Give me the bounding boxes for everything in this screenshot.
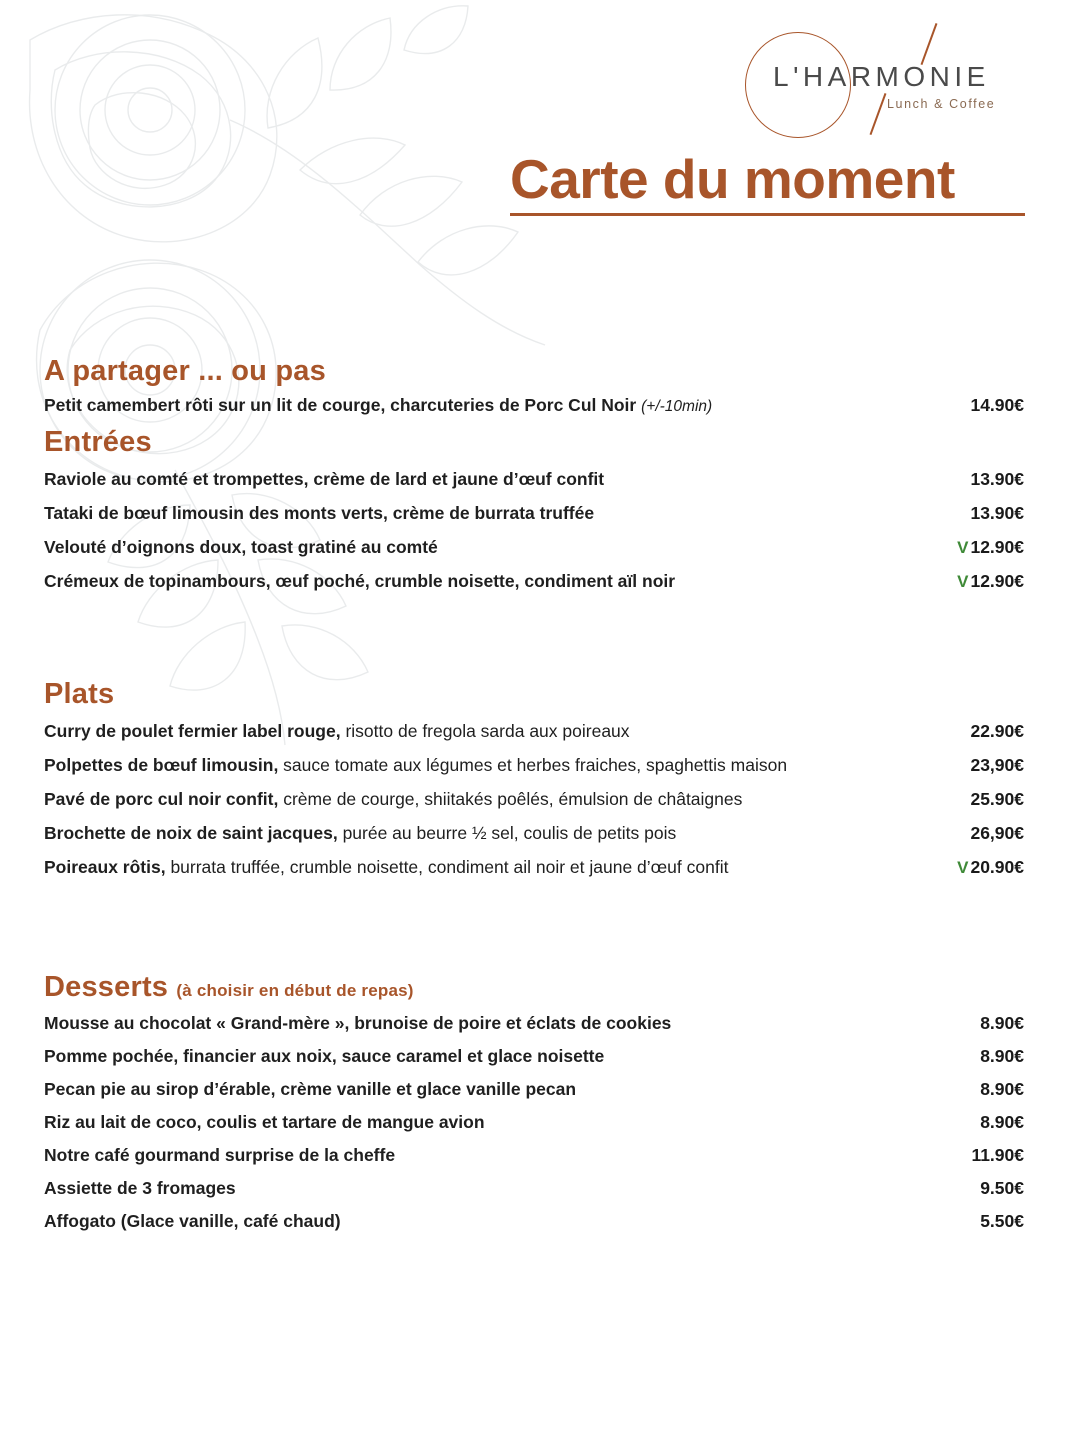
menu-item-price: 8.90€ bbox=[980, 1111, 1024, 1132]
menu-item bbox=[44, 1205, 1024, 1238]
menu-item-price: 13.90€ bbox=[970, 502, 1024, 523]
menu-item-price bbox=[908, 571, 1024, 593]
section-plats bbox=[44, 678, 1024, 884]
menu-item-name-strong: Raviole au comté et trompettes, crème de lard et jaune d’œuf confit bbox=[44, 468, 605, 489]
restaurant-logo bbox=[745, 18, 1035, 138]
section-spacer bbox=[44, 891, 1024, 971]
page-title: Carte du moment bbox=[510, 148, 955, 210]
menu-item-name bbox=[44, 1112, 908, 1134]
menu-item-name-light: crème de courge, shiitakés poêlés, émulsion de châtaignes bbox=[278, 789, 743, 810]
menu-item-name bbox=[44, 1079, 908, 1101]
menu-item-name-light: purée au beurre ½ sel, coulis de petits pois bbox=[337, 823, 677, 843]
menu-item-price: 23,90€ bbox=[970, 755, 1024, 776]
menu-item-price: 26,90€ bbox=[970, 823, 1024, 843]
section-heading bbox=[44, 971, 1024, 1004]
menu-item-name bbox=[44, 469, 908, 491]
menu-item bbox=[44, 1041, 1024, 1074]
menu-item bbox=[44, 749, 1024, 783]
menu-item bbox=[44, 715, 1024, 749]
menu-item-name bbox=[44, 721, 908, 743]
vegetarian-icon: V bbox=[957, 537, 969, 557]
menu-item-name-strong: Affogato (Glace vanille, café chaud) bbox=[44, 1210, 341, 1231]
menu-item-price: 8.90€ bbox=[980, 1013, 1024, 1034]
menu-item-price: 5.50€ bbox=[980, 1210, 1024, 1231]
menu-item-price: 14.90€ bbox=[970, 395, 1024, 415]
menu-item-name bbox=[44, 823, 908, 845]
price-value: 12.90€ bbox=[970, 536, 1024, 557]
section-heading-label: Desserts bbox=[44, 970, 169, 1003]
menu-item-name bbox=[44, 857, 908, 879]
menu-item-price: 25.90€ bbox=[970, 789, 1024, 810]
menu-item-name-strong: Riz au lait de coco, coulis et tartare de mangue avion bbox=[44, 1111, 485, 1132]
menu-item-name bbox=[44, 789, 908, 811]
menu-item-name-strong: Crémeux de topinambours, œuf poché, crumble noisette, condiment aïl noir bbox=[44, 570, 676, 591]
menu-item bbox=[44, 392, 1024, 420]
menu-item-name-strong: Brochette de noix de saint jacques, bbox=[44, 823, 338, 843]
logo-tagline: Lunch & Coffee bbox=[887, 97, 996, 111]
menu-item bbox=[44, 1074, 1024, 1107]
menu-item bbox=[44, 1106, 1024, 1139]
section-a-partager bbox=[44, 355, 1024, 420]
menu-item-name-strong: Velouté d’oignons doux, toast gratiné au comté bbox=[44, 536, 438, 557]
menu-item-name-strong: Assiette de 3 fromages bbox=[44, 1177, 236, 1198]
menu-item-name-strong: Tataki de bœuf limousin des monts verts, crème de burrata truffée bbox=[44, 502, 595, 523]
section-heading: Plats bbox=[44, 678, 115, 711]
menu-item-name bbox=[44, 395, 908, 417]
menu-item-price: 22.90€ bbox=[970, 721, 1024, 742]
menu-item-name bbox=[44, 503, 908, 525]
menu-item-name-strong: Curry de poulet fermier label rouge, bbox=[44, 721, 341, 742]
section-spacer bbox=[44, 604, 1024, 678]
menu-item bbox=[44, 531, 1024, 565]
menu-item-price: 11.90€ bbox=[971, 1144, 1024, 1165]
menu-content bbox=[44, 355, 1024, 1244]
menu-item bbox=[44, 851, 1024, 885]
menu-item bbox=[44, 783, 1024, 817]
section-heading-note: (à choisir en début de repas) bbox=[176, 980, 414, 1000]
menu-item-price bbox=[908, 857, 1024, 879]
price-value: 12.90€ bbox=[970, 570, 1024, 591]
title-underline bbox=[510, 213, 1025, 216]
menu-item-price: 8.90€ bbox=[980, 1046, 1024, 1067]
menu-item-name-light: burrata truffée, crumble noisette, condiment ail noir et jaune d’œuf confit bbox=[165, 856, 729, 877]
menu-item bbox=[44, 1008, 1024, 1041]
menu-item-name bbox=[44, 1211, 908, 1233]
menu-item bbox=[44, 1172, 1024, 1205]
menu-item-name-note: (+/-10min) bbox=[641, 398, 713, 415]
menu-item-name-strong: Petit camembert rôti sur un lit de courge, charcuteries de Porc Cul Noir bbox=[44, 395, 637, 415]
menu-item-name bbox=[44, 1178, 908, 1200]
menu-item bbox=[44, 497, 1024, 531]
menu-item-name-light: risotto de fregola sarda aux poireaux bbox=[340, 721, 630, 742]
section-desserts bbox=[44, 971, 1024, 1238]
menu-item bbox=[44, 1139, 1024, 1172]
menu-item-name-strong: Pomme pochée, financier aux noix, sauce caramel et glace noisette bbox=[44, 1046, 605, 1067]
menu-item-price bbox=[908, 537, 1024, 559]
menu-item-name bbox=[44, 1046, 908, 1068]
section-entrees bbox=[44, 426, 1024, 599]
menu-item bbox=[44, 817, 1024, 851]
menu-item-name-strong: Pecan pie au sirop d’érable, crème vanille et glace vanille pecan bbox=[44, 1079, 577, 1099]
menu-item-name-strong: Poireaux rôtis, bbox=[44, 856, 166, 877]
menu-item-name-strong: Mousse au chocolat « Grand-mère », brunoise de poire et éclats de cookies bbox=[44, 1013, 672, 1034]
menu-item-price: 9.50€ bbox=[980, 1177, 1024, 1198]
price-value: 20.90€ bbox=[970, 856, 1024, 877]
logo-slash-top-icon bbox=[921, 23, 938, 65]
menu-item-name-strong: Pavé de porc cul noir confit, bbox=[44, 789, 279, 810]
logo-brand-name: L'HARMONIE bbox=[773, 61, 990, 92]
menu-item bbox=[44, 463, 1024, 497]
menu-item-name bbox=[44, 1013, 908, 1035]
menu-item bbox=[44, 565, 1024, 599]
section-heading: A partager ... ou pas bbox=[44, 355, 326, 387]
vegetarian-icon: V bbox=[957, 571, 969, 591]
logo-slash-bottom-icon bbox=[870, 93, 887, 135]
vegetarian-icon: V bbox=[957, 857, 969, 877]
menu-item-name-strong: Polpettes de bœuf limousin, bbox=[44, 755, 279, 776]
menu-item-price: 13.90€ bbox=[970, 468, 1024, 489]
menu-item-name bbox=[44, 571, 908, 593]
menu-item-name-light: sauce tomate aux légumes et herbes fraiches, spaghettis maison bbox=[278, 755, 788, 776]
section-heading: Entrées bbox=[44, 425, 152, 458]
menu-item-name bbox=[44, 1145, 908, 1167]
menu-item-name-strong: Notre café gourmand surprise de la cheffe bbox=[44, 1144, 396, 1165]
menu-item-price: 8.90€ bbox=[980, 1079, 1024, 1099]
menu-item-name bbox=[44, 537, 908, 559]
menu-item-name bbox=[44, 755, 908, 777]
page-title-block bbox=[510, 148, 1025, 216]
